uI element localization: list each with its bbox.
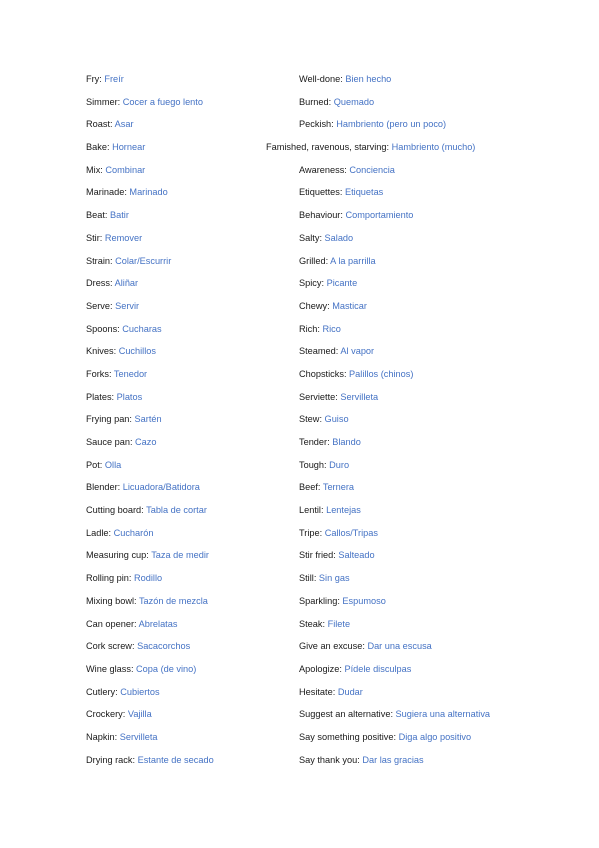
vocab-separator: : — [340, 74, 346, 84]
vocab-term: Beat — [86, 210, 105, 221]
vocab-separator: : — [357, 754, 363, 765]
vocab-translation: Remover — [104, 232, 143, 243]
vocab-term: Simmer — [86, 96, 118, 107]
vocab-term: Fry — [86, 74, 100, 84]
vocab-term: Wine glass — [86, 663, 131, 674]
vocab-row — [299, 685, 559, 708]
vocab-row — [299, 548, 559, 571]
vocab-translation: Colar/Escurrir — [115, 255, 172, 266]
vocab-separator: : — [333, 550, 339, 561]
right-column — [266, 72, 559, 775]
vocab-translation: Rodillo — [134, 573, 163, 584]
vocab-term: Cutting board — [86, 505, 142, 516]
vocab-row — [299, 753, 559, 776]
vocab-separator: : — [129, 414, 135, 425]
vocab-row — [299, 185, 559, 208]
vocab-term: Stir — [86, 232, 100, 243]
vocab-translation: Al vapor — [340, 346, 375, 357]
vocab-row — [86, 753, 261, 776]
vocab-translation: Aliñar — [114, 278, 139, 289]
vocab-translation: Tenedor — [113, 368, 148, 379]
vocab-row — [86, 390, 261, 413]
vocab-row — [299, 276, 559, 299]
vocab-term: Burned — [299, 96, 329, 107]
vocab-term: Peckish — [299, 119, 332, 130]
vocab-row — [299, 390, 559, 413]
vocab-separator: : — [344, 164, 350, 175]
vocab-translation: Licuadora/Batidora — [122, 482, 200, 493]
vocab-row — [86, 185, 261, 208]
vocab-term: Steamed — [299, 346, 336, 357]
vocab-row — [299, 617, 559, 640]
vocab-separator: : — [113, 346, 119, 357]
vocab-translation: Tabla de cortar — [146, 505, 207, 516]
vocab-term: Ladle — [86, 527, 109, 538]
left-column — [86, 72, 261, 775]
vocab-row — [86, 526, 261, 549]
vocab-term: Stew — [299, 414, 320, 425]
vocab-separator: : — [104, 210, 111, 221]
vocab-term: Chewy — [299, 300, 328, 311]
vocab-row — [86, 480, 261, 503]
vocab-term: Rolling pin — [86, 573, 129, 584]
vocab-separator: : — [339, 187, 345, 198]
vocab-separator: : — [111, 391, 117, 402]
vocab-separator: : — [317, 323, 323, 334]
vocab-term: Well-done — [299, 74, 341, 84]
vocab-term: Serviette — [299, 391, 336, 402]
vocab-row — [299, 72, 559, 95]
vocab-row — [299, 503, 559, 526]
vocab-translation: Callos/Tripas — [324, 527, 378, 538]
vocab-row — [299, 594, 559, 617]
vocab-separator: : — [393, 731, 399, 742]
vocab-row — [86, 231, 261, 254]
vocab-term: Sparkling — [299, 595, 338, 606]
vocab-separator: : — [322, 618, 328, 629]
vocab-translation: Lentejas — [326, 505, 361, 516]
vocab-separator: : — [331, 119, 337, 130]
vocab-translation: Cazo — [135, 437, 157, 447]
vocab-separator: : — [319, 232, 325, 243]
vocab-translation: Espumoso — [342, 595, 386, 606]
vocab-translation: Olla — [104, 459, 122, 470]
vocab-translation: Sin gas — [318, 573, 350, 584]
vocab-translation: Picante — [326, 278, 358, 289]
vocab-separator: : — [114, 731, 120, 742]
vocab-translation: Dar las gracias — [362, 754, 424, 765]
vocab-separator: : — [117, 323, 123, 334]
vocab-translation: Palillos (chinos) — [349, 368, 414, 379]
vocab-term: Drying rack — [86, 754, 133, 765]
vocab-separator: : — [339, 663, 345, 674]
vocab-term: Chopsticks — [299, 368, 344, 379]
vocab-separator: : — [108, 368, 114, 379]
vocab-row — [86, 617, 261, 640]
vocab-term: Serve — [86, 300, 111, 311]
vocab-row — [86, 571, 261, 594]
vocab-term: Mixing bowl — [86, 595, 134, 606]
vocab-term: Still — [299, 573, 314, 584]
vocab-row — [266, 140, 559, 163]
vocab-row — [86, 276, 261, 299]
vocab-row — [86, 163, 261, 186]
vocab-separator: : — [128, 573, 135, 584]
vocab-term: Roast — [86, 119, 111, 130]
vocab-row — [86, 412, 261, 435]
vocab-separator: : — [332, 686, 338, 697]
vocab-separator: : — [110, 278, 115, 289]
vocab-row — [299, 412, 559, 435]
vocab-row — [86, 299, 261, 322]
vocab-row — [86, 95, 261, 118]
vocab-separator: : — [124, 187, 130, 198]
vocab-separator: : — [130, 663, 137, 674]
vocab-translation: Duro — [329, 459, 350, 470]
vocab-term: Knives — [86, 346, 114, 357]
vocab-row — [299, 367, 559, 390]
vocab-row — [299, 526, 559, 549]
vocab-row — [299, 435, 559, 458]
vocab-row — [299, 254, 559, 277]
vocab-term: Tender — [299, 437, 328, 447]
vocab-separator: : — [325, 255, 331, 266]
vocab-term: Measuring cup — [86, 550, 147, 561]
vocab-separator: : — [386, 142, 392, 153]
vocab-translation: Ternera — [322, 482, 355, 493]
vocab-term: Cork screw — [86, 641, 132, 652]
vocab-translation: Servir — [115, 300, 140, 311]
vocab-term: Awareness — [299, 164, 345, 175]
vocab-term: Apologize — [299, 663, 340, 674]
vocab-row — [299, 95, 559, 118]
vocab-row — [299, 231, 559, 254]
vocab-term: Tough — [299, 459, 325, 470]
vocab-translation: Rico — [322, 323, 341, 334]
vocab-separator: : — [110, 255, 116, 266]
vocab-translation: Vajilla — [127, 709, 152, 720]
vocab-separator: : — [319, 414, 325, 425]
vocab-separator: : — [99, 459, 105, 470]
vocab-term: Frying pan — [86, 414, 130, 425]
vocab-separator: : — [108, 527, 114, 538]
vocab-row — [299, 299, 559, 322]
vocab-row — [86, 254, 261, 277]
vocab-row — [86, 208, 261, 231]
vocab-translation: Sacacorchos — [137, 641, 191, 652]
vocab-translation: Hambriento (mucho) — [391, 142, 476, 153]
vocab-translation: Guiso — [324, 414, 349, 425]
vocab-term: Mix — [86, 164, 101, 175]
vocab-term: Strain — [86, 255, 111, 266]
vocab-translation: Dar una escusa — [367, 641, 432, 652]
vocab-separator: : — [117, 482, 123, 493]
vocab-row — [86, 344, 261, 367]
vocab-separator: : — [317, 482, 323, 493]
vocab-term: Crockery — [86, 709, 123, 720]
vocab-row — [86, 594, 261, 617]
vocab-row — [86, 730, 261, 753]
vocab-term: Can opener — [86, 618, 135, 629]
vocab-row — [299, 639, 559, 662]
vocab-row — [86, 685, 261, 708]
vocab-translation: Bien hecho — [345, 74, 392, 84]
vocab-row — [86, 458, 261, 481]
vocab-separator: : — [115, 686, 121, 697]
vocab-separator: : — [362, 641, 368, 652]
vocab-separator: : — [327, 300, 333, 311]
vocab-translation: Dudar — [337, 686, 363, 697]
vocab-row — [86, 503, 261, 526]
vocab-row — [299, 707, 559, 730]
vocab-translation: Servilleta — [340, 391, 379, 402]
vocab-row — [86, 117, 261, 140]
vocab-translation: Abrelatas — [138, 618, 178, 629]
vocab-separator: : — [106, 142, 113, 153]
vocab-translation: A la parrilla — [330, 255, 376, 266]
vocab-row — [299, 458, 559, 481]
vocab-translation: Asar — [114, 119, 134, 130]
vocab-row — [86, 367, 261, 390]
vocab-separator: : — [99, 232, 105, 243]
vocab-separator: : — [335, 391, 341, 402]
vocab-separator: : — [320, 505, 327, 516]
vocab-separator: : — [390, 709, 396, 720]
vocab-term: Dress — [86, 278, 110, 289]
vocab-term: Lentil — [299, 505, 321, 516]
vocab-term: Famished, ravenous, starving — [266, 142, 387, 153]
vocab-translation: Filete — [327, 618, 351, 629]
vocab-row — [299, 480, 559, 503]
vocab-translation: Freír — [104, 74, 124, 84]
vocab-row — [86, 662, 261, 685]
vocab-translation: Cucharón — [113, 527, 154, 538]
vocab-translation: Taza de medir — [151, 550, 209, 561]
vocab-separator: : — [110, 300, 116, 311]
vocab-separator: : — [313, 573, 319, 584]
vocab-separator: : — [146, 550, 152, 561]
vocab-row — [299, 571, 559, 594]
vocab-translation: Cucharas — [122, 323, 162, 334]
vocab-term: Beef — [299, 482, 318, 493]
vocab-term: Behaviour — [299, 210, 341, 221]
vocab-separator: : — [328, 96, 334, 107]
vocab-separator: : — [340, 210, 346, 221]
vocab-term: Spoons — [86, 323, 118, 334]
vocab-term: Spicy — [299, 278, 322, 289]
vocab-translation: Cuchillos — [118, 346, 156, 357]
vocab-translation: Etiquetas — [344, 187, 384, 198]
vocab-term: Salty — [299, 232, 320, 243]
vocab-term: Grilled — [299, 255, 326, 266]
vocab-translation: Servilleta — [119, 731, 158, 742]
vocab-separator: : — [141, 505, 147, 516]
vocab-separator: : — [110, 119, 115, 130]
vocab-term: Give an excuse — [299, 641, 363, 652]
vocab-row — [86, 322, 261, 345]
vocab-row — [299, 208, 559, 231]
vocab-separator: : — [131, 641, 138, 652]
vocab-translation: Tazón de mezcla — [138, 595, 208, 606]
vocab-term: Napkin — [86, 731, 115, 742]
vocab-translation: Blando — [332, 437, 361, 447]
vocab-term: Say thank you — [299, 754, 358, 765]
vocab-translation: Salteado — [338, 550, 375, 561]
vocab-translation: Hambriento (pero un poco) — [336, 119, 447, 130]
vocab-separator: : — [100, 164, 106, 175]
vocab-translation: Sartén — [134, 414, 162, 425]
vocab-separator: : — [319, 527, 325, 538]
vocab-term: Tripe — [299, 527, 320, 538]
vocab-translation: Batir — [110, 210, 129, 221]
vocab-translation: Cubiertos — [120, 686, 160, 697]
vocab-term: Steak — [299, 618, 323, 629]
vocab-translation: Estante de secado — [137, 754, 214, 765]
vocab-separator: : — [343, 368, 350, 379]
vocab-separator: : — [134, 618, 139, 629]
vocab-term: Rich — [299, 323, 318, 334]
vocab-separator: : — [122, 709, 128, 720]
vocab-row — [299, 344, 559, 367]
vocab-term: Pot — [86, 459, 100, 470]
vocab-separator: : — [321, 278, 327, 289]
vocab-separator: : — [132, 754, 138, 765]
vocab-term: Sauce pan — [86, 437, 130, 447]
vocab-term: Say something positive — [299, 731, 394, 742]
vocab-row — [86, 639, 261, 662]
vocab-row — [86, 548, 261, 571]
vocab-row — [86, 72, 261, 95]
vocab-term: Blender — [86, 482, 118, 493]
vocab-separator: : — [335, 346, 341, 357]
vocab-translation: Comportamiento — [345, 210, 414, 221]
vocab-separator: : — [117, 96, 123, 107]
vocab-translation: Diga algo positivo — [398, 731, 472, 742]
vocab-translation: Sugiera una alternativa — [395, 709, 491, 720]
vocab-term: Marinade — [86, 187, 125, 198]
vocab-row — [299, 730, 559, 753]
vocab-row — [299, 322, 559, 345]
vocab-separator: : — [324, 459, 330, 470]
vocab-row — [86, 435, 261, 458]
vocab-separator: : — [337, 595, 343, 606]
vocab-term: Cutlery — [86, 686, 116, 697]
vocab-translation: Conciencia — [349, 164, 395, 175]
vocab-translation: Salado — [324, 232, 354, 243]
vocab-translation: Combinar — [105, 164, 146, 175]
vocab-translation: Platos — [116, 391, 143, 402]
vocab-row — [299, 117, 559, 140]
vocab-term: Suggest an alternative — [299, 709, 391, 720]
vocab-translation: Masticar — [332, 300, 367, 311]
vocab-translation: Copa (de vino) — [136, 663, 197, 674]
vocab-term: Forks — [86, 368, 109, 379]
vocab-row — [299, 662, 559, 685]
vocab-separator: : — [129, 437, 136, 447]
vocab-separator: : — [134, 595, 139, 606]
vocab-separator: : — [99, 74, 105, 84]
vocab-term: Bake — [86, 142, 107, 153]
vocab-term: Stir fried — [299, 550, 334, 561]
vocab-translation: Quemado — [333, 96, 375, 107]
vocab-row — [86, 707, 261, 730]
vocab-row — [86, 140, 261, 163]
vocab-translation: Hornear — [112, 142, 146, 153]
vocab-translation: Cocer a fuego lento — [122, 96, 203, 107]
vocab-row — [299, 163, 559, 186]
vocab-translation: Marinado — [129, 187, 168, 198]
vocab-separator: : — [327, 437, 333, 447]
vocab-translation: Pídele disculpas — [344, 663, 412, 674]
vocab-term: Etiquettes — [299, 187, 340, 198]
vocab-term: Hesitate — [299, 686, 333, 697]
vocab-term: Plates — [86, 391, 112, 402]
